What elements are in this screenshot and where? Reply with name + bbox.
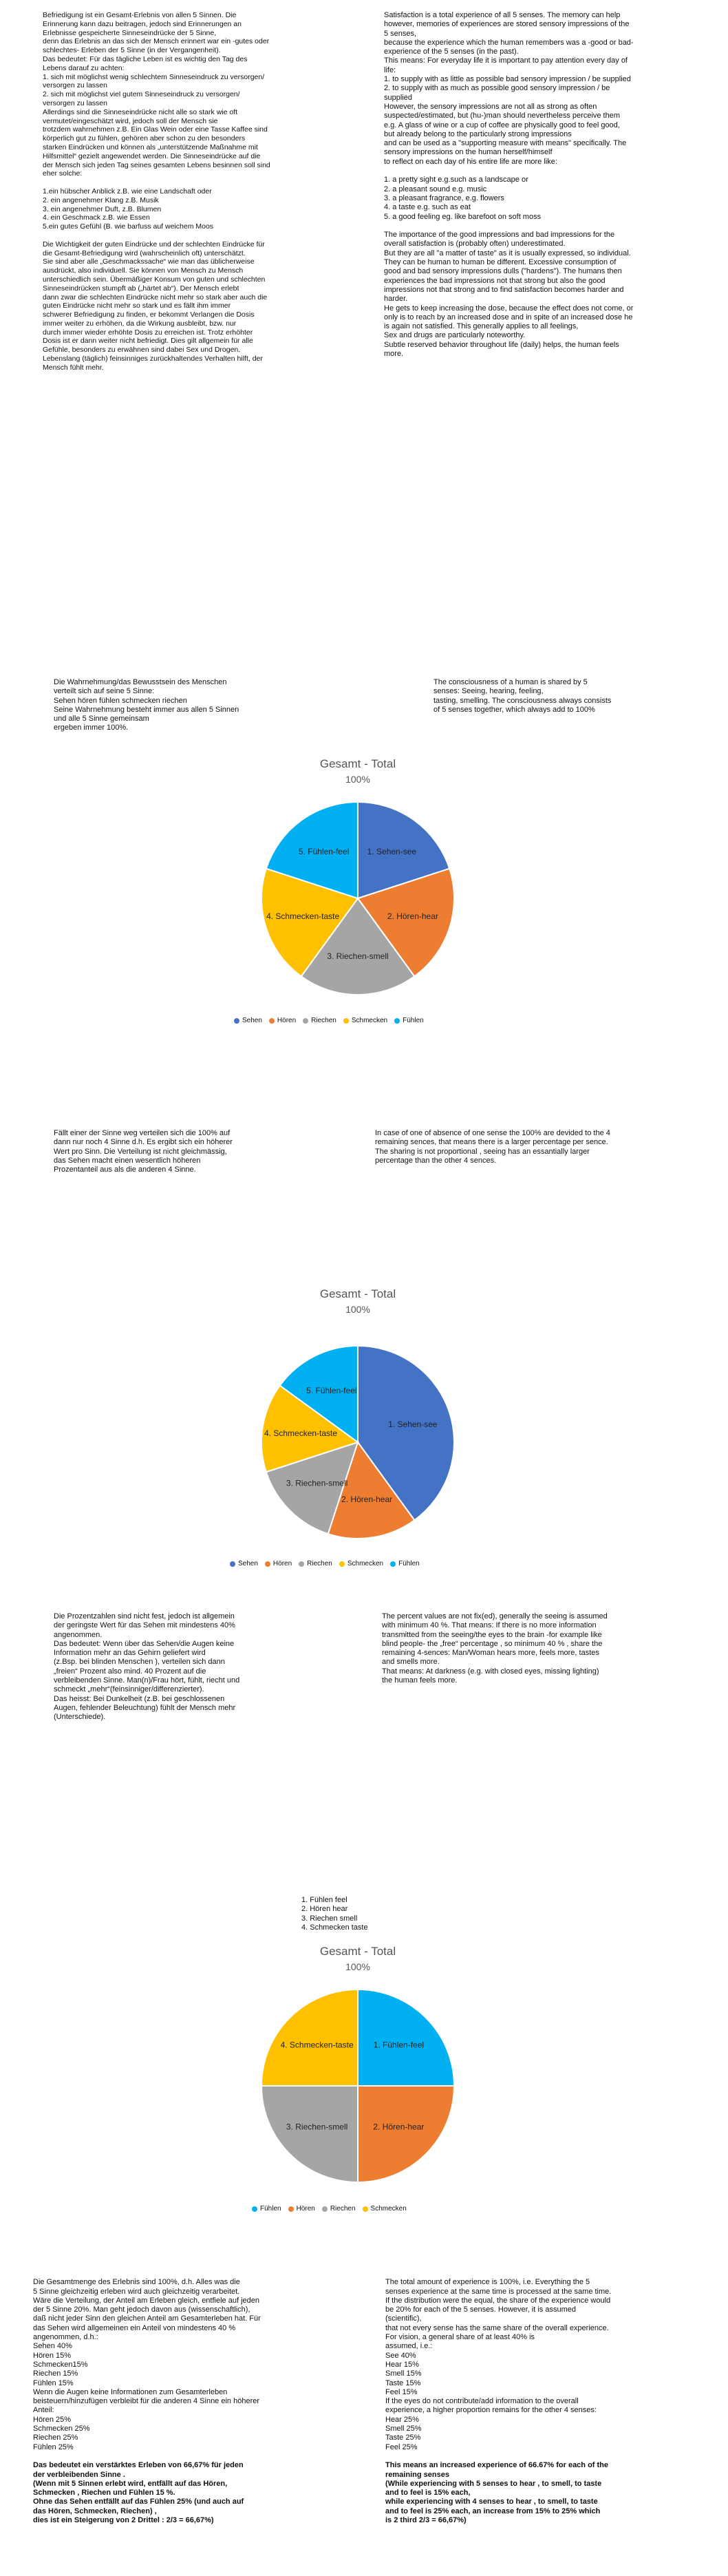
legend-item [339,1560,383,1567]
pie-chart-3 [206,1941,509,2217]
legend-item [252,2205,281,2213]
chart-subtitle: 100% [345,1304,370,1315]
pie-chart-2-legend [230,1560,420,1567]
legend-label: Schmecken [370,2205,407,2213]
slice-label: 5. Fühlen-feel [298,847,350,857]
pie-slice [358,2086,454,2182]
slice-label: 1. Fühlen-feel [373,2040,425,2050]
legend-swatch [363,2206,368,2212]
absence-text-de: Fällt einer der Sinne weg verteilen sich die 100% auf dann nur noch 4 Sinne d.h. Es ergibt sich ein höherer Wert pro Sinn. Die Verteilung ist nicht gleichmässig, das Sehen macht einen wesentlich höheren Prozentanteil aus als die anderen 4 Sinne. [54,1129,233,1174]
pie-chart-2 [206,1284,509,1573]
chart-subtitle: 100% [345,1961,370,1972]
pie-chart-2-svg [206,1284,509,1556]
total-text-de [33,2269,343,2535]
legend-swatch [265,1561,270,1567]
legend-label: Hören [277,1017,297,1024]
legend-item [269,1017,296,1024]
legend-item [363,2205,407,2213]
slice-label: 1. Sehen-see [388,1419,438,1430]
chart-title: Gesamt - Total [319,1287,396,1300]
slice-label: 2. Hören-hear [387,911,438,921]
perception-text-en: The consciousness of a human is shared by 5 senses: Seeing, hearing, feeling, tasting, smelling. The consciousness always consists of 5 senses together, which always add to 100% [433,678,612,714]
pie-chart-1-svg [206,754,509,1012]
percent-text-en: The percent values are not fix(ed), generally the seeing is assumed with minimum 40 %. That means: If there is no more information transmitted from the seeing/the eyes to the brain -for example like blind people- the „free“ percentage , so minimum 40 % , share the remaining 4-sences: Man/Woman hears more, feels more, tastes and smells more. That means: At darkness (e.g. with closed eyes, missing lighting) the human feels more. [382,1612,608,1685]
legend-item [303,1017,336,1024]
legend-label: Fühlen [403,1017,424,1024]
slice-label: 3. Riechen-smell [286,1478,348,1488]
legend-item [265,1560,292,1567]
slice-label: 5. Fühlen-feel [306,1386,357,1396]
legend-item [343,1017,387,1024]
legend-label: Riechen [330,2205,356,2213]
chart-subtitle: 100% [345,774,370,785]
legend-swatch [299,1561,304,1567]
slice-label: 4. Schmecken-taste [280,2040,354,2050]
total-text-de-bold: Das bedeutet ein verstärktes Erleben von 66,67% für jeden der verbleibenden Sinne . (Wenn mit 5 Sinnen erlebt wird, entfällt auf das Hören, Schmecken , Riechen und Fühlen 15 %. Ohne das Sehen entfällt auf das Fühlen 25% (und auch auf das Hören, Schmecken, Riechen) , dies ist ein Steigerung von 2 Drittel : 2/3 = 66,67%) [33,2461,244,2525]
legend-swatch [303,1018,308,1024]
legend-item [390,1560,420,1567]
absence-text-en: In case of one of absence of one sense the 100% are devided to the 4 remaining sences, that means there is a larger percentage per sence. The sharing is not proportional , seeing has an essantially larger percentage than the other 4 sences. [375,1129,610,1165]
legend-label: Riechen [311,1017,336,1024]
legend-label: Riechen [307,1560,332,1567]
legend-label: Hören [272,1560,292,1567]
pie-slice [261,2086,358,2182]
legend-label: Schmecken [351,1017,388,1024]
pie-chart-1-legend [234,1017,424,1024]
chart-title: Gesamt - Total [319,757,396,770]
legend-item [299,1560,332,1567]
legend-item [394,1017,424,1024]
legend-swatch [288,2206,294,2212]
legend-item [288,2205,315,2213]
total-text-de-plain: Die Gesamtmenge des Erlebnis sind 100%, d.h. Alles was die 5 Sinne gleichzeitig erleben wird auch gleichzeitig verarbeitet. Wäre die Verteilung, der Anteil am Erleben gleich, entfiele auf jeden der 5 Sinne 20%. Man geht jedoch davon aus (wissenschaftlich), daß nicht jeder Sinn den gleichen Anteil am Gesamterleben hat. Für das Sehen wird allgemeinen ein Anteil von mindestens 40 % angenommen, d.h.: Sehen 40% Hören 15% Schmecken15% Riechen 15% Fühlen 15% Wenn die Augen keine Informationen zum Gesamterleben beisteuern/hinzufügen verbleibt für die anderen 4 Sinne ein höherer Anteil: Hören 25% Schmecken 25% Riechen 25% Fühlen 25% [33,2278,261,2451]
legend-item [234,1017,262,1024]
slice-label: 2. Hören-hear [341,1494,393,1504]
chart-title: Gesamt - Total [319,1945,396,1958]
legend-swatch [343,1018,349,1024]
legend-swatch [252,2206,257,2212]
legend-item [322,2205,356,2213]
total-text-en-bold: This means an increased experience of 66.67% for each of the remaining senses (While experiencing with 5 senses to hear , to smell, to taste and to feel is 15% each, while experiencing with 4 senses to hear , to smell, to taste and to feel is 25% each, an increase from 15% to 25% which is 2 third 2/3 = 66,67%) [385,2461,609,2525]
slice-label: 4. Schmecken-taste [264,1428,338,1438]
legend-label: Sehen [242,1017,262,1024]
legend-swatch [234,1018,239,1024]
legend-label: Fühlen [398,1560,420,1567]
slice-label: 3. Riechen-smell [327,951,389,961]
intro-text-de: Befriedigung ist ein Gesamt-Erlebnis von allen 5 Sinnen. Die Erinnerung kann dazu beitragen, jedoch sind Erinnerungen an Erlebnisse gespeicherte Sinneseindrücke der 5 Sinne, denn das Erlebnis an das sich der Mensch erinnert war ein -gutes oder schlechtes- Erleben der 5 Sinne (in der Vergangenheit). Das bedeutet: Für das tägliche Leben ist es wichtig den Tag des Lebens darauf zu achten: 1. sich mit möglichst wenig schlechtem Sinneseindruck zu versorgen/ versorgen zu lassen 2. sich mit möglichst viel gutem Sinneseindruck zu versorgen/ versorgen zu lassen Allerdings sind die Sinneseindrücke nicht alle so stark wie oft vermutet/eingeschätzt wird, jedoch soll der Mensch sie trotzdem wahrnehmen z.B. Ein Glas Wein oder eine Tasse Kaffee sind körperlich gut zu fühlen, gehören aber schon zu den besonders starken Eindrücken und können als „unterstützende Maßnahme mit Hilfsmittel“ gezielt angewendet werden. Die Sinneseindrücke auf die der Mensch sich jeden Tag seines gesamten Lebens besinnen soll sind eher solche: 1.ein hübscher Anblick z.B. wie eine Landschaft oder 2. ein angenehmer Klang z.B. Musik 3. ein angenehmer Duft, z.B. Blumen 4. ein Geschmack z.B. wie Essen 5.ein gutes Gefühl (B. wie barfuss auf weichem Moos Die Wichtigkeit der guten Eindrücke und der schlechten Eindrücke für die Gesamt-Befriedigung wird (wahrscheinlich oft) unterschätzt. Sie sind aber alle „Geschmackssache“ wie man das üblicherweise ausdrückt, also individuell. Sie können von Mensch zu Mensch unterschiedlich sein. Übermäßiger Konsum von guten und schlechten Sinneseindrücken stumpft ab („härtet ab“). Der Mensch erlebt dann zwar die schlechten Eindrücke nicht mehr so stark aber auch die guten Eindrücke nicht mehr so stark und es fällt ihm immer schwerer Befriedigung zu finden, er bekommt Verlangen die Dosis immer weiter zu erhöhen, da die Wirkung ausbleibt, bzw. nur durch immer wieder erhöhte Dosis zu erreichen ist. Trotz erhöhter Dosis ist er dann weiter nicht befriedigt. Dies gilt allgemein für alle Gefühle, besonders zu erwähnen sind dabei Sex und Drogen. Lebenslang (täglich) feinsinniges zurückhaltendes Verhalten hilft, der Mensch fühlt mehr. [43,11,270,372]
sense-list: 1. Fühlen feel 2. Hören hear 3. Riechen smell 4. Schmecken taste [301,1896,368,1932]
total-text-en [385,2269,705,2535]
legend-swatch [322,2206,328,2212]
pie-chart-3-svg [206,1941,509,2201]
slice-label: 4. Schmecken-taste [266,911,340,921]
pie-slice [358,1989,454,2086]
legend-label: Fühlen [260,2205,281,2213]
pie-chart-1 [206,754,509,1029]
pie-slice [261,1989,358,2086]
legend-label: Schmecken [347,1560,384,1567]
legend-swatch [339,1561,345,1567]
slice-label: 1. Sehen-see [367,847,417,857]
pie-chart-3-legend [252,2205,407,2213]
legend-swatch [394,1018,400,1024]
legend-label: Sehen [238,1560,258,1567]
perception-text-de: Die Wahrnehmung/das Bewusstsein des Menschen verteilt sich auf seine 5 Sinne: Sehen hören fühlen schmecken riechen Seine Wahrnehmung besteht immer aus allen 5 Sinnen und alle 5 Sinne gemeinsam ergeben immer 100%. [54,678,239,732]
slice-label: 2. Hören-hear [373,2122,425,2132]
percent-text-de: Die Prozentzahlen sind nicht fest, jedoch ist allgemein der geringste Wert für das Sehen mit mindestens 40% angenommen. Das bedeutet: Wenn über das Sehen/die Augen keine Information mehr an das Gehirn geliefert wird (z.Bsp. bei blinden Menschen ), verteilen sich dann „freien“ Prozent also mind. 40 Prozent auf die verbleibenden Sinne. Man(n)/Frau hört, fühlt, riecht und schmeckt „mehr“(feinsinniger/differenzierter). Das heisst: Bei Dunkelheit (z.B. bei geschlossenen Augen, fehlender Beleuchtung) fühlt der Mensch mehr (Unterschiede). [54,1612,240,1722]
slice-label: 3. Riechen-smell [286,2122,348,2132]
legend-swatch [230,1561,235,1567]
legend-label: Hören [296,2205,315,2213]
legend-swatch [269,1018,275,1024]
intro-text-en: Satisfaction is a total experience of all 5 senses. The memory can help however, memories of experiences are stored sensory impressions of the 5 senses, because the experience which the human remembers was a -good or bad- experience of the 5 senses (in the past). This means: For everyday life it is important to pay attention every day of life: 1. to supply with as little as possible bad sensory impression / be supplied 2. to supply with as much as possible good sensory impression / be supplied However, the sensory impressions are not all as strong as often suspected/estimated, but (hu-)man should nevertheless perceive them e.g. A glass of wine or a cup of coffee are physically good to feel good, but already belong to the particularly strong impressions and can be used as a "supporting measure with means" specifically. The sensory impressions on the human herself/himself to reflect on each day of his entire life are more like: 1. a pretty sight e.g.such as a landscape or 2. a pleasant sound e.g. music 3. a pleasant fragrance, e.g. flowers 4. a taste e.g. such as eat 5. a good feeling eg. like barefoot on soft moss The importance of the good impressions and bad impressions for the overall satisfaction is (probably often) underestimated. But they are all "a matter of taste" as it is usually expressed, so individual. They can be human to human be different. Excessive consumption of good and bad sensory impressions dulls ("hardens"). The humans then experiences the bad impressions not that strong but also the good impressions not that strong and to find satisfaction becomes harder and harder. He gets to keep increasing the dose, because the effect does not come, or only is to reach by an increased dose and in spite of an increased dose he is again not satisfied. This generally applies to all feelings, Sex and drugs are particularly noteworthy. Subtle reserved behavior throughout life (daily) helps, the human feels more. [384,11,634,358]
total-text-en-plain: The total amount of experience is 100%, i.e. Everything the 5 senses experience at the same time is processed at the same time. If the distribution were the equal, the share of the experience would be 20% for each of the 5 senses. However, it is assumed (scientific), that not every sense has the same share of the overall experience. For vision, a general share of at least 40% is assumed, i.e.: See 40% Hear 15% Smell 15% Taste 15% Feel 15% If the eyes do not contribute/add information to the overall experience, a higher proportion remains for the other 4 senses: Hear 25% Smell 25% Taste 25% Feel 25% [385,2278,612,2451]
legend-swatch [390,1561,396,1567]
legend-item [230,1560,258,1567]
